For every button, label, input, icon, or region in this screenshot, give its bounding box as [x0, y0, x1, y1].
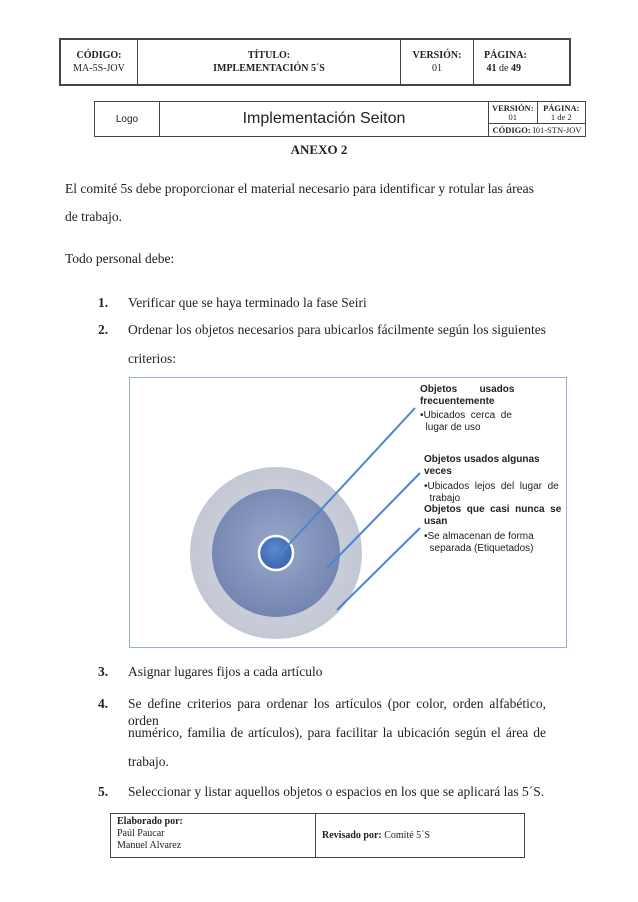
header-codigo-value: MA-5S-JOV	[73, 63, 125, 74]
diagram-group-head: usan	[424, 516, 448, 527]
footer-elaborado-label: Elaborado por:	[117, 816, 183, 827]
document-header	[59, 38, 571, 86]
section-pagina	[538, 102, 586, 123]
intro-line-1: El comité 5s debe proporcionar el material necesario para identificar y rotular las áreas	[65, 181, 534, 196]
logo-placeholder: Logo	[95, 102, 160, 136]
section-header	[94, 101, 586, 137]
item-number: 2.	[98, 322, 109, 337]
item-number: 1.	[98, 295, 109, 310]
item-text: trabajo.	[128, 754, 169, 769]
item-text: criterios:	[128, 351, 176, 366]
criteria-diagram	[129, 377, 567, 648]
header-pagina	[474, 40, 569, 84]
item-number: 4.	[98, 696, 109, 711]
header-pagina-sep: de	[499, 63, 509, 74]
diagram-group-sometimes	[424, 454, 560, 505]
item-text: Verificar que se haya terminado la fase Seiri	[128, 295, 367, 310]
footer-revisado-label: Revisado por:	[322, 829, 382, 841]
header-pagina-num: 41	[486, 63, 497, 74]
footer-elaborado	[111, 814, 316, 857]
todo-personal: Todo personal debe:	[65, 251, 175, 266]
item-text: Seleccionar y listar aquellos objetos o espacios en los que se aplicará las 5´S.	[128, 784, 545, 799]
item-number: 5.	[98, 784, 109, 799]
diagram-group-bullet: lugar de uso	[420, 422, 481, 433]
footer-elaborado-name: Paúl Paucar	[117, 828, 165, 839]
footer-revisado-value: Comité 5´S	[384, 829, 431, 841]
inner-circle	[259, 536, 293, 570]
header-titulo-value: IMPLEMENTACIÓN 5´S	[213, 63, 325, 74]
header-version	[401, 40, 474, 84]
item-text: numérico, familia de artículos), para facilitar la ubicación según el área de	[128, 725, 546, 740]
item-number: 3.	[98, 664, 109, 679]
header-pagina-total: 49	[510, 63, 521, 74]
section-version-value: 01	[508, 111, 517, 122]
anexo-heading: ANEXO 2	[290, 142, 348, 157]
diagram-group-head: Objetos usados	[420, 384, 515, 395]
section-version	[489, 102, 538, 123]
diagram-group-bullet: •Ubicados lejos del lugar de	[424, 481, 559, 492]
diagram-group-frequent	[420, 384, 514, 434]
diagram-group-head: Objetos que casi nunca se	[424, 504, 562, 515]
diagram-group-bullet: •Ubicados cerca de	[420, 410, 512, 421]
diagram-group-head: frecuentemente	[420, 396, 495, 407]
section-codigo-value: I01-STN-JOV	[532, 125, 582, 135]
header-titulo-label: TÍTULO:	[247, 50, 291, 61]
header-codigo-label: CÓDIGO:	[76, 50, 122, 61]
header-titulo	[138, 40, 401, 84]
section-version-label: VERSIÓN:	[491, 102, 534, 113]
diagram-group-bullet: trabajo	[424, 493, 461, 504]
diagram-group-bullet: separada (Etiquetados)	[424, 543, 534, 554]
header-version-label: VERSIÓN:	[412, 50, 462, 61]
header-version-value: 01	[432, 63, 442, 74]
intro-line-2: de trabajo.	[65, 209, 122, 224]
footer-elaborado-name: Manuel Alvarez	[117, 840, 182, 851]
footer-revisado	[316, 814, 524, 857]
section-codigo-label: CÓDIGO:	[492, 125, 531, 135]
header-codigo	[61, 40, 138, 84]
section-codigo	[489, 124, 585, 136]
section-meta	[489, 102, 585, 136]
diagram-group-head: Objetos usados algunas veces	[424, 454, 540, 477]
item-text: Asignar lugares fijos a cada artículo	[128, 664, 323, 679]
header-pagina-label: PÁGINA:	[484, 50, 527, 61]
diagram-group-bullet: •Se almacenan de forma	[424, 531, 534, 542]
document-footer	[110, 813, 525, 858]
item-text: Ordenar los objetos necesarios para ubicarlos fácilmente según los siguientes	[128, 322, 546, 337]
item-text: Se define criterios para ordenar los artículos (por color, orden alfabético, orden	[128, 696, 546, 728]
diagram-group-rarely	[424, 504, 561, 555]
section-pagina-value: 1 de 2	[550, 111, 572, 122]
section-pagina-label: PÁGINA:	[543, 102, 580, 113]
section-title: Implementación Seiton	[160, 102, 489, 136]
